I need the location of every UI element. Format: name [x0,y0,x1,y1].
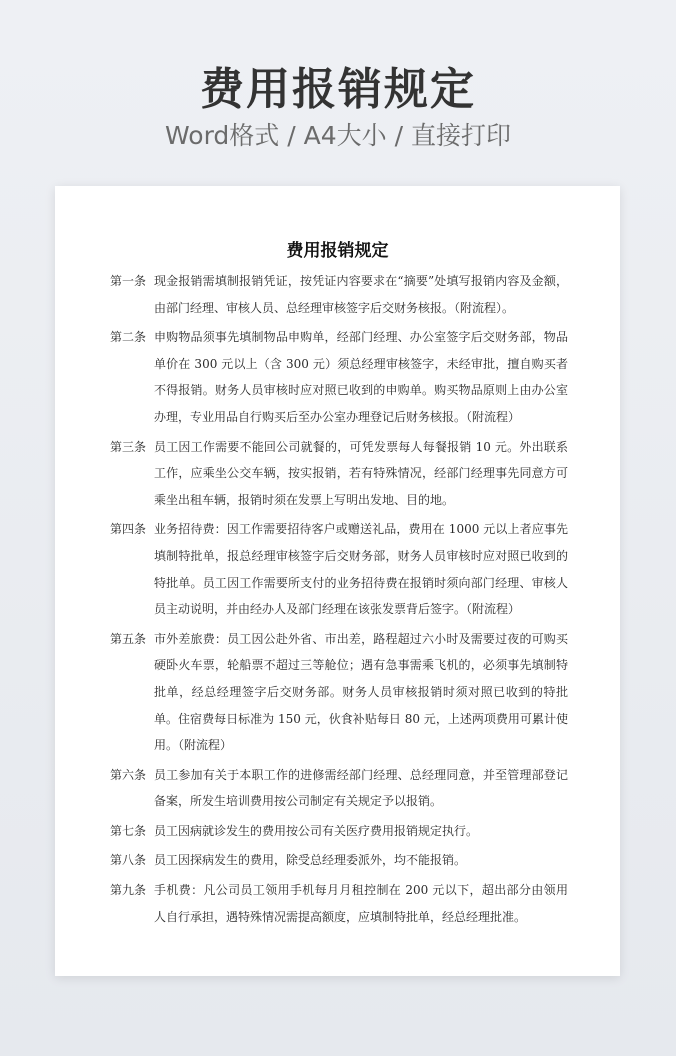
banner-subtitle: Word格式 / A4大小 / 直接打印 [165,121,511,150]
clause-item [110,847,568,874]
clause-text: 申购物品须事先填制物品申购单，经部门经理、办公室签字后交财务部，物品单价在 300 元以上（含 300 元）须总经理审核签字，未经审批，擅自购买者不得报销。财务人员审核时应对照已收到的申购单。购买物品原则上由办公室办理，专业用品自行购买后至办公室办理登记后财务核报。（附流程） [154,330,568,424]
clause-text: 手机费：凡公司员工领用手机每月月租控制在 200 元以下，超出部分由领用人自行承担，遇特殊情况需提高额度，应填制特批单，经总经理批准。 [154,883,568,924]
clause-text: 员工因病就诊发生的费用按公司有关医疗费用报销规定执行。 [154,823,479,838]
clause-item [110,818,568,845]
document-page [55,186,620,976]
clause-number: 第四条 [110,522,147,537]
clause-number: 第三条 [110,439,147,454]
clause-item [110,762,568,815]
clause-number: 第七条 [110,823,147,838]
clause-text: 员工因探病发生的费用，除受总经理委派外，均不能报销。 [154,853,467,868]
clause-number: 第六条 [110,767,147,782]
clause-number: 第五条 [110,631,147,646]
banner-title: 费用报销规定 [200,64,476,115]
clause-number: 第八条 [110,853,147,868]
clause-text: 员工因工作需要不能回公司就餐的，可凭发票每人每餐报销 10 元。外出联系工作，应乘坐公交车辆，按实报销，若有特殊情况，经部门经理事先同意方可乘坐出租车辆，报销时须在发票上写明出发地、目的地。 [154,439,568,507]
clause-item [110,626,568,759]
clause-list [110,268,568,933]
clause-number: 第一条 [110,274,147,288]
clause-item [110,877,568,930]
clause-text: 业务招待费：因工作需要招待客户或赠送礼品，费用在 1000 元以上者应事先填制特批单，报总经理审核签字后交财务部，财务人员审核时应对照已收到的特批单。员工因工作需要所支付的业务招待费在报销时须向部门经理、审核人员主动说明，并由经办人及部门经理在该张发票背后签字。（附流程） [154,522,568,617]
clause-item [110,434,568,514]
clause-text: 现金报销需填制报销凭证，按凭证内容要求在“摘要”处填写报销内容及金额，由部门经理、审核人员、总经理审核签字后交财务核报。（附流程）。 [154,274,568,315]
clause-number: 第九条 [110,883,147,898]
clause-number: 第二条 [110,330,147,345]
clause-item [110,324,568,430]
clause-item [110,516,568,622]
clause-text: 市外差旅费：员工因公赴外省、市出差，路程超过六小时及需要过夜的可购买硬卧火车票，轮船票不超过三等舱位；遇有急事需乘飞机的，必须事先填制特批单，经总经理签字后交财务部。财务人员审核报销时须对照已收到的特批单。住宿费每日标准为 150 元，伙食补贴每日 80 元，上述两项费用可累计使用。（附流程） [154,631,568,753]
clause-text: 员工参加有关于本职工作的进修需经部门经理、总经理同意，并至管理部登记备案，所发生培训费用按公司制定有关规定予以报销。 [154,767,568,809]
document-title: 费用报销规定 [286,241,389,261]
clause-item [110,268,568,321]
